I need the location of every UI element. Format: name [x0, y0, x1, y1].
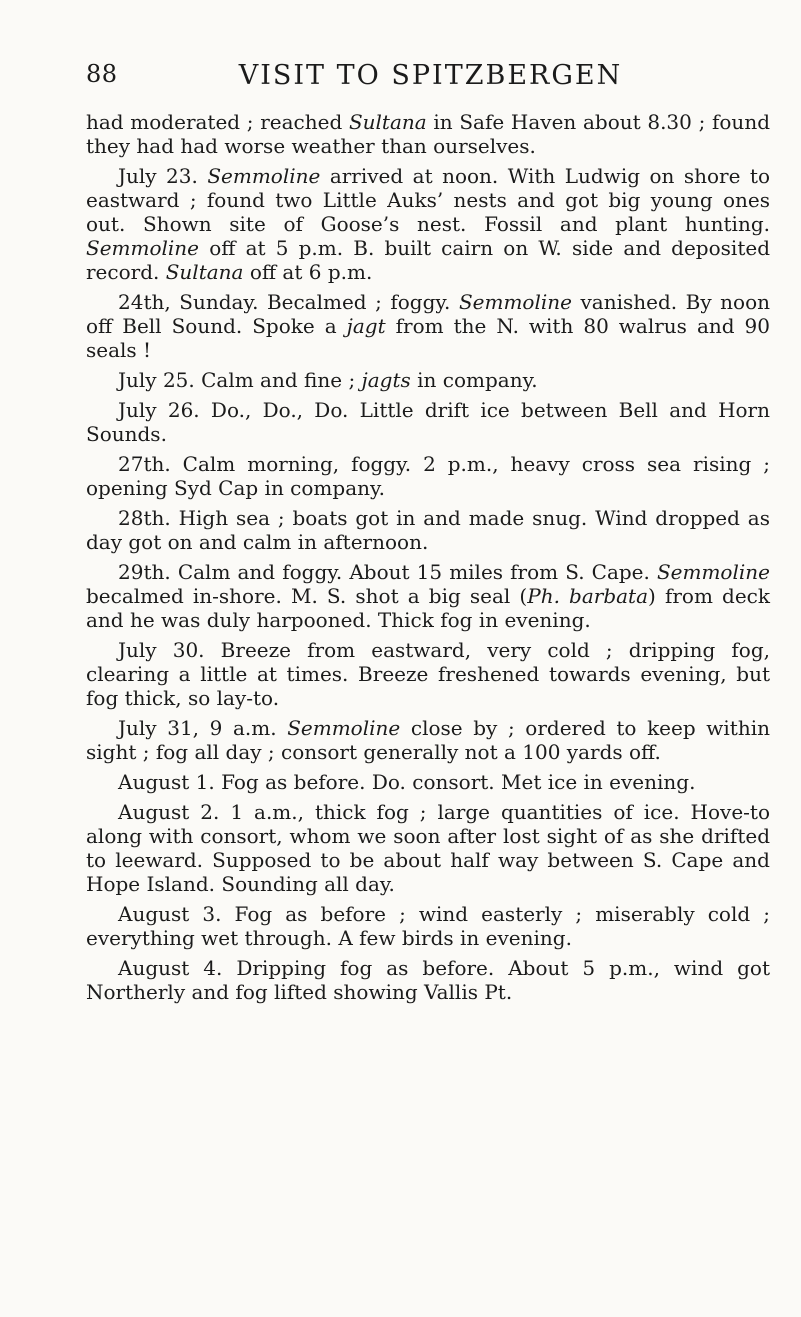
text-run: 27th. Calm morning, foggy. 2 p.m., heavy cross sea rising ; opening Syd Cap in company. — [86, 452, 770, 500]
paragraph-p3 — [86, 290, 770, 362]
italic-text: Ph. barbata — [527, 584, 649, 608]
paragraph-p9 — [86, 638, 770, 710]
paragraph-p14 — [86, 956, 770, 1004]
text-run: arrived at noon. With Ludwig on shore to eastward ; found two Little Auks’ nests and got big young ones out. Shown site of Goose’s nest. Fossil and plant hunting. — [86, 164, 770, 236]
paragraph-p10 — [86, 716, 770, 764]
italic-text: Semmoline — [458, 290, 572, 314]
text-run: July 31, 9 a.m. — [118, 716, 288, 740]
italic-text: Semmoline — [287, 716, 401, 740]
text-run: July 26. Do., Do., Do. Little drift ice between Bell and Horn Sounds. — [86, 398, 770, 446]
paragraph-p5 — [86, 398, 770, 446]
text-run: July 25. Calm and fine ; — [118, 368, 362, 392]
text-run: July 23. — [118, 164, 208, 188]
paragraph-p8 — [86, 560, 770, 632]
text-run: 28th. High sea ; boats got in and made snug. Wind dropped as day got on and calm in afternoon. — [86, 506, 770, 554]
italic-text: Sultana — [348, 110, 427, 134]
text-run: August 2. 1 a.m., thick fog ; large quantities of ice. Hove-to along with consort, whom we soon after lost sight of as she drifted to leeward. Supposed to be about half way between S. Cape and Hope Island. Sounding all day. — [86, 800, 770, 896]
text-run: had moderated ; reached — [86, 110, 349, 134]
paragraph-p12 — [86, 800, 770, 896]
body-text — [86, 110, 770, 1010]
text-run: 29th. Calm and foggy. About 15 miles from S. Cape. — [118, 560, 657, 584]
paragraph-p13 — [86, 902, 770, 950]
italic-text: Semmoline — [656, 560, 770, 584]
italic-text: Semmoline — [86, 236, 200, 260]
text-run: becalmed in-shore. M. S. shot a big seal ( — [86, 584, 528, 608]
text-run: in Safe Haven about 8.30 ; found they had had worse weather than ourselves. — [86, 110, 770, 158]
italic-text: Sultana — [165, 260, 244, 284]
text-run: August 1. Fog as before. Do. consort. Met ice in evening. — [118, 770, 696, 794]
paragraph-p7 — [86, 506, 770, 554]
paragraph-p4 — [86, 368, 770, 392]
text-run: August 4. Dripping fog as before. About 5 p.m., wind got Northerly and fog lifted showing Vallis Pt. — [86, 956, 770, 1004]
text-run: 24th, Sunday. Becalmed ; foggy. — [118, 290, 459, 314]
text-run: off at 6 p.m. — [243, 260, 373, 284]
text-run: August 3. Fog as before ; wind easterly ; miserably cold ; everything wet through. A few birds in evening. — [86, 902, 770, 950]
text-run: ) from deck and he was duly harpooned. Thick fog in evening. — [86, 584, 770, 632]
text-run: from the N. with 80 walrus and 90 seals ! — [86, 314, 770, 362]
italic-text: jagt — [346, 314, 386, 338]
text-run: close by ; ordered to keep within sight ; fog all day ; consort generally not a 100 yards off. — [86, 716, 770, 764]
paragraph-p2 — [86, 164, 770, 284]
running-head: VISIT TO SPITZBERGEN — [238, 60, 623, 91]
italic-text: jagts — [361, 368, 411, 392]
text-run: vanished. By noon off Bell Sound. Spoke a — [86, 290, 770, 338]
text-run: in company. — [410, 368, 538, 392]
page-number: 88 — [86, 60, 118, 88]
text-run: July 30. Breeze from eastward, very cold ; dripping fog, clearing a little at times. Breeze freshened towards evening, but fog thick, so lay-to. — [86, 638, 770, 710]
paragraph-p6 — [86, 452, 770, 500]
italic-text: Semmoline — [207, 164, 321, 188]
paragraph-p1 — [86, 110, 770, 158]
paragraph-p11 — [86, 770, 770, 794]
text-run: off at 5 p.m. B. built cairn on W. side and deposited record. — [86, 236, 770, 284]
